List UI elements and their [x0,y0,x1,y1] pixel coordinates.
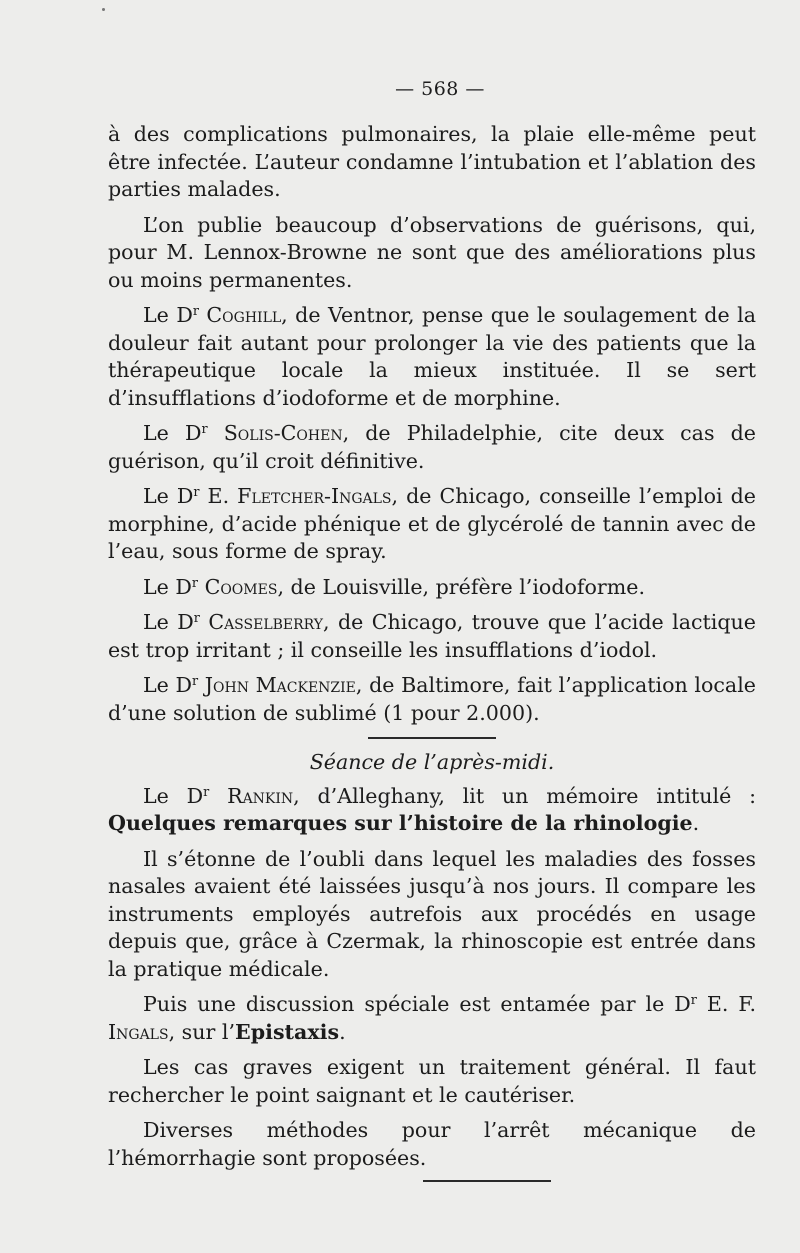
doctor-prefix: Le D [143,421,202,445]
doctor-name-ingals: E. F. Ingals [108,992,756,1044]
doctor-name-coghill: Coghill [198,303,282,327]
paragraph-mackenzie [108,672,756,727]
doctor-prefix: Le D [143,484,194,508]
paragraph-casselberry [108,609,756,664]
topic-epistaxis: Epistaxis [235,1019,340,1044]
paragraph-cas-graves: Les cas graves exigent un traitement général. Il faut rechercher le point saignant et le cautériser. [108,1055,756,1107]
section-divider [368,737,496,739]
paragraph-end: . [692,811,700,835]
doctor-prefix: Le D [143,783,204,808]
doctor-name-coomes: Coomes [198,574,278,599]
paragraph-text: , de Philadelphie, cite deux cas de guérison, qu’il croit définitive. [108,421,756,473]
doctor-sup: r [690,992,697,1008]
end-divider [423,1180,551,1182]
paragraph-text: , de Baltimore, fait l’application locale d’une solution de sublimé (1 pour 2.000). [108,673,756,725]
doctor-prefix: Le D [143,673,193,697]
doctor-sup: r [193,610,200,626]
doctor-prefix: Le D [143,610,194,634]
doctor-sup: r [191,575,199,591]
doctor-sup: r [201,421,208,437]
doctor-sup: r [193,484,200,500]
doctor-prefix: Le D [143,303,193,327]
paragraph-text: , de Ventnor, pense que le soulagement de la douleur fait autant pour prolonger la vie des patients que la thérapeutique locale la mieux instituée. Il se sert d’insufflations d’iodoforme et de morphine. [108,303,757,410]
paragraph-methodes: Diverses méthodes pour l’arrêt mécanique de l’hémorrhagie sont proposées. [108,1118,756,1170]
session-title: Séance de l’après-midi. [309,750,555,774]
paragraph-text: , de Chicago, conseille l’emploi de morphine, d’acide phénique et de glycérolé de tannin avec de l’eau, sous forme de spray. [108,484,756,563]
paragraph-complications: à des complications pulmonaires, la plaie elle-même peut être infectée. L’auteur condamne l’intubation et l’ablation des parties malades. [108,122,756,201]
doctor-name-fletcher-ingals: E. Fletcher-Ingals [199,484,392,508]
page-number: — 568 — [395,78,485,100]
doctor-name-solis-cohen: Solis-Cohen [207,421,343,445]
page-body [108,121,756,1182]
paragraph-end: . [339,1019,346,1044]
paragraph-discussion [108,991,756,1046]
doctor-name-mackenzie: John Mackenzie [198,673,356,697]
paragraph-coghill [108,302,756,412]
doctor-sup: r [192,673,199,689]
memoir-title: Quelques remarques sur l’histoire de la rhinologie [108,811,693,835]
paper-speck [102,8,105,11]
paragraph-lennox-browne: L’on publie beaucoup d’observations de guérisons, qui, pour M. Lennox-Browne ne sont que des améliorations plus ou moins permanentes. [108,212,756,292]
doctor-sup: r [203,784,210,800]
paragraph-text: , sur l’ [168,1019,236,1044]
paragraph-fletcher-ingals [108,483,756,566]
paragraph-text: Puis une discussion spéciale est entamée par le D [143,992,691,1016]
doctor-prefix: Le D [143,574,192,599]
doctor-name-rankin: Rankin [209,783,294,808]
paragraph-czermak: Il s’étonne de l’oubli dans lequel les maladies des fosses nasales avaient été laissées jusqu’à nos jours. Il compare les instruments employés autrefois aux procédés en usage depuis que, grâce à Czermak, la rhinoscopie est entrée dans la pratique médicale. [108,846,756,981]
paragraph-solis-cohen [108,420,756,475]
paragraph-rankin [108,783,756,838]
paragraph-text: , de Louisville, préfère l’iodoforme. [277,574,646,599]
paragraph-text: , d’Alleghany, lit un mémoire intitulé : [293,783,757,808]
doctor-sup: r [192,303,199,319]
paragraph-text: , de Chicago, trouve que l’acide lactique est trop irritant ; il conseille les insufflations d’iodol. [108,610,756,662]
paragraph-coomes [108,574,756,602]
doctor-name-casselberry: Casselberry [199,610,324,634]
